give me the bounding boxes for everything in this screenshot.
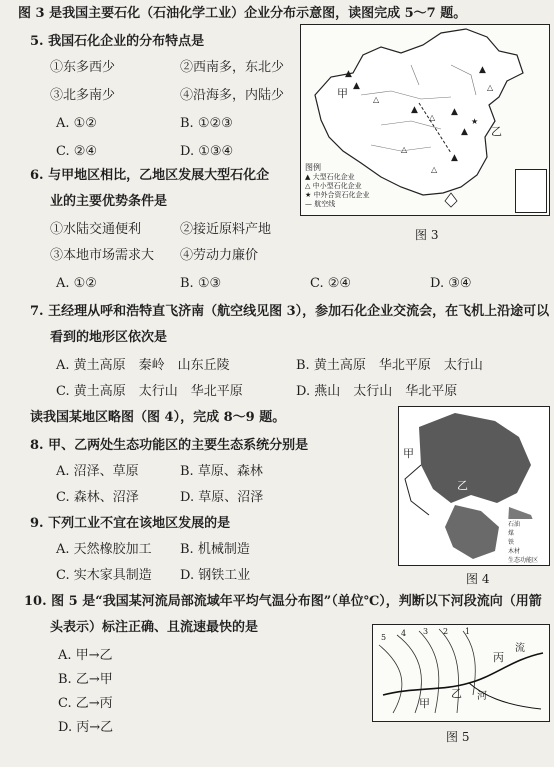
fig4-caption: 图 4 [466, 572, 490, 586]
jv-plant-icon: ★ [471, 117, 479, 126]
fig3-legend-item: △ 中小型石化企业 [305, 182, 362, 190]
q6-stem-line2: 业的主要优势条件是 [50, 194, 168, 209]
intro-fig3: 图 3 是我国主要石化（石油化学工业）企业分布示意图，读图完成 5～7 题。 [18, 6, 467, 21]
large-plant-icon: ▲ [451, 153, 458, 163]
q5-option-c: C. ②④ [56, 144, 98, 159]
q10-option-d: D. 丙→乙 [58, 720, 114, 735]
q8-option-d: D. 草原、沼泽 [180, 490, 264, 505]
q8-option-b: B. 草原、森林 [180, 464, 263, 479]
q5-statement-2: ②西南多，东北少 [180, 60, 285, 75]
q7-stem-line2: 看到的地形区依次是 [50, 330, 168, 345]
fig4-legend: 石油 煤 铁 木材 生态功能区 [508, 521, 539, 564]
small-plant-icon: △ [401, 145, 408, 154]
q7-option-a: A. 黄土高原 秦岭 山东丘陵 [56, 358, 230, 373]
q5-statement-4: ④沿海多，内陆少 [180, 88, 285, 103]
fig3-label-yi: 乙 [491, 125, 502, 138]
figure-3-map [300, 24, 550, 216]
q10-option-a: A. 甲→乙 [58, 648, 113, 663]
figure-4-map [398, 406, 550, 566]
fig4-label-jia: 甲 [403, 447, 414, 460]
small-plant-icon: △ [373, 95, 380, 104]
q9-stem: 9. 下列工业不宜在该地区发展的是 [30, 516, 231, 531]
isotherm-label: 3 [423, 627, 429, 636]
q8-option-a: A. 沼泽、草原 [56, 464, 139, 479]
q6-statement-3: ③本地市场需求大 [50, 248, 155, 263]
small-plant-icon: △ [487, 83, 494, 92]
fig3-legend-item: ★ 中外合资石化企业 [305, 191, 370, 199]
q5-statement-3: ③北多南少 [50, 88, 116, 103]
q7-option-b: B. 黄土高原 华北平原 太行山 [296, 358, 483, 373]
q7-stem-line1: 7. 王经理从呼和浩特直飞济南（航空线见图 3），参加石化企业交流会，在飞机上沿途可以 [30, 304, 550, 319]
q6-statement-1: ①水陆交通便利 [50, 222, 142, 237]
q9-option-b: B. 机械制造 [180, 542, 250, 557]
q6-stem-line1: 6. 与甲地区相比，乙地区发展大型石化企 [30, 168, 270, 183]
isotherm-label: 4 [401, 629, 407, 638]
q9-option-a: A. 天然橡胶加工 [56, 542, 152, 557]
south-sea-inset [515, 169, 547, 213]
q5-option-b: B. ①②③ [180, 116, 233, 131]
q8-stem: 8. 甲、乙两处生态功能区的主要生态系统分别是 [30, 438, 309, 453]
fig5-caption: 图 5 [446, 730, 470, 744]
isotherm-label: 2 [443, 627, 449, 636]
fig3-legend-item: — 航空线 [305, 200, 336, 208]
q6-option-b: B. ①③ [180, 276, 222, 291]
q7-option-c: C. 黄土高原 太行山 华北平原 [56, 384, 243, 399]
q10-stem-line2: 头表示）标注正确、且流速最快的是 [50, 620, 259, 635]
small-plant-icon: △ [429, 113, 436, 122]
fig5-label-liu: 流 [515, 643, 525, 654]
isotherm-label: 5 [381, 633, 387, 642]
figure-5-map [372, 624, 550, 722]
q7-option-d: D. 燕山 太行山 华北平原 [296, 384, 458, 399]
small-plant-icon: △ [431, 165, 438, 174]
q5-statement-1: ①东多西少 [50, 60, 116, 75]
q5-stem: 5. 我国石化企业的分布特点是 [30, 34, 205, 49]
fig3-caption: 图 3 [415, 228, 439, 242]
large-plant-icon: ▲ [461, 127, 468, 137]
isotherm-label: 1 [465, 627, 471, 636]
large-plant-icon: ▲ [411, 105, 418, 115]
fig5-label-bing: 丙 [493, 651, 504, 664]
q6-statement-2: ②接近原料产地 [180, 222, 272, 237]
q5-option-a: A. ①② [56, 116, 97, 131]
q6-option-a: A. ①② [56, 276, 97, 291]
fig5-label-yi: 乙 [451, 687, 462, 700]
fig5-label-he: 河 [477, 691, 487, 702]
q9-option-d: D. 钢铁工业 [180, 568, 251, 583]
intro-fig4: 读我国某地区略图（图 4），完成 8～9 题。 [30, 410, 286, 425]
fig3-legend-item: ▲ 大型石化企业 [305, 173, 355, 181]
fig3-legend-title: 图例 [305, 163, 321, 172]
large-plant-icon: ▲ [479, 65, 486, 75]
fig3-label-jia: 甲 [337, 87, 348, 100]
large-plant-icon: ▲ [345, 69, 352, 79]
q5-option-d: D. ①③④ [180, 144, 234, 159]
fig5-label-jia: 甲 [419, 697, 430, 710]
q6-option-c: C. ②④ [310, 276, 352, 291]
q6-option-d: D. ③④ [430, 276, 472, 291]
q10-stem-line1: 10. 图 5 是“我国某河流局部流域年平均气温分布图”（单位℃），判断以下河段流向（用箭 [24, 594, 542, 609]
large-plant-icon: ▲ [353, 81, 360, 91]
fig4-label-yi: 乙 [457, 479, 468, 492]
large-plant-icon: ▲ [451, 107, 458, 117]
q9-option-c: C. 实木家具制造 [56, 568, 152, 583]
q6-statement-4: ④劳动力廉价 [180, 248, 259, 263]
q8-option-c: C. 森林、沼泽 [56, 490, 139, 505]
q10-option-c: C. 乙→丙 [58, 696, 113, 711]
q10-option-b: B. 乙→甲 [58, 672, 113, 687]
